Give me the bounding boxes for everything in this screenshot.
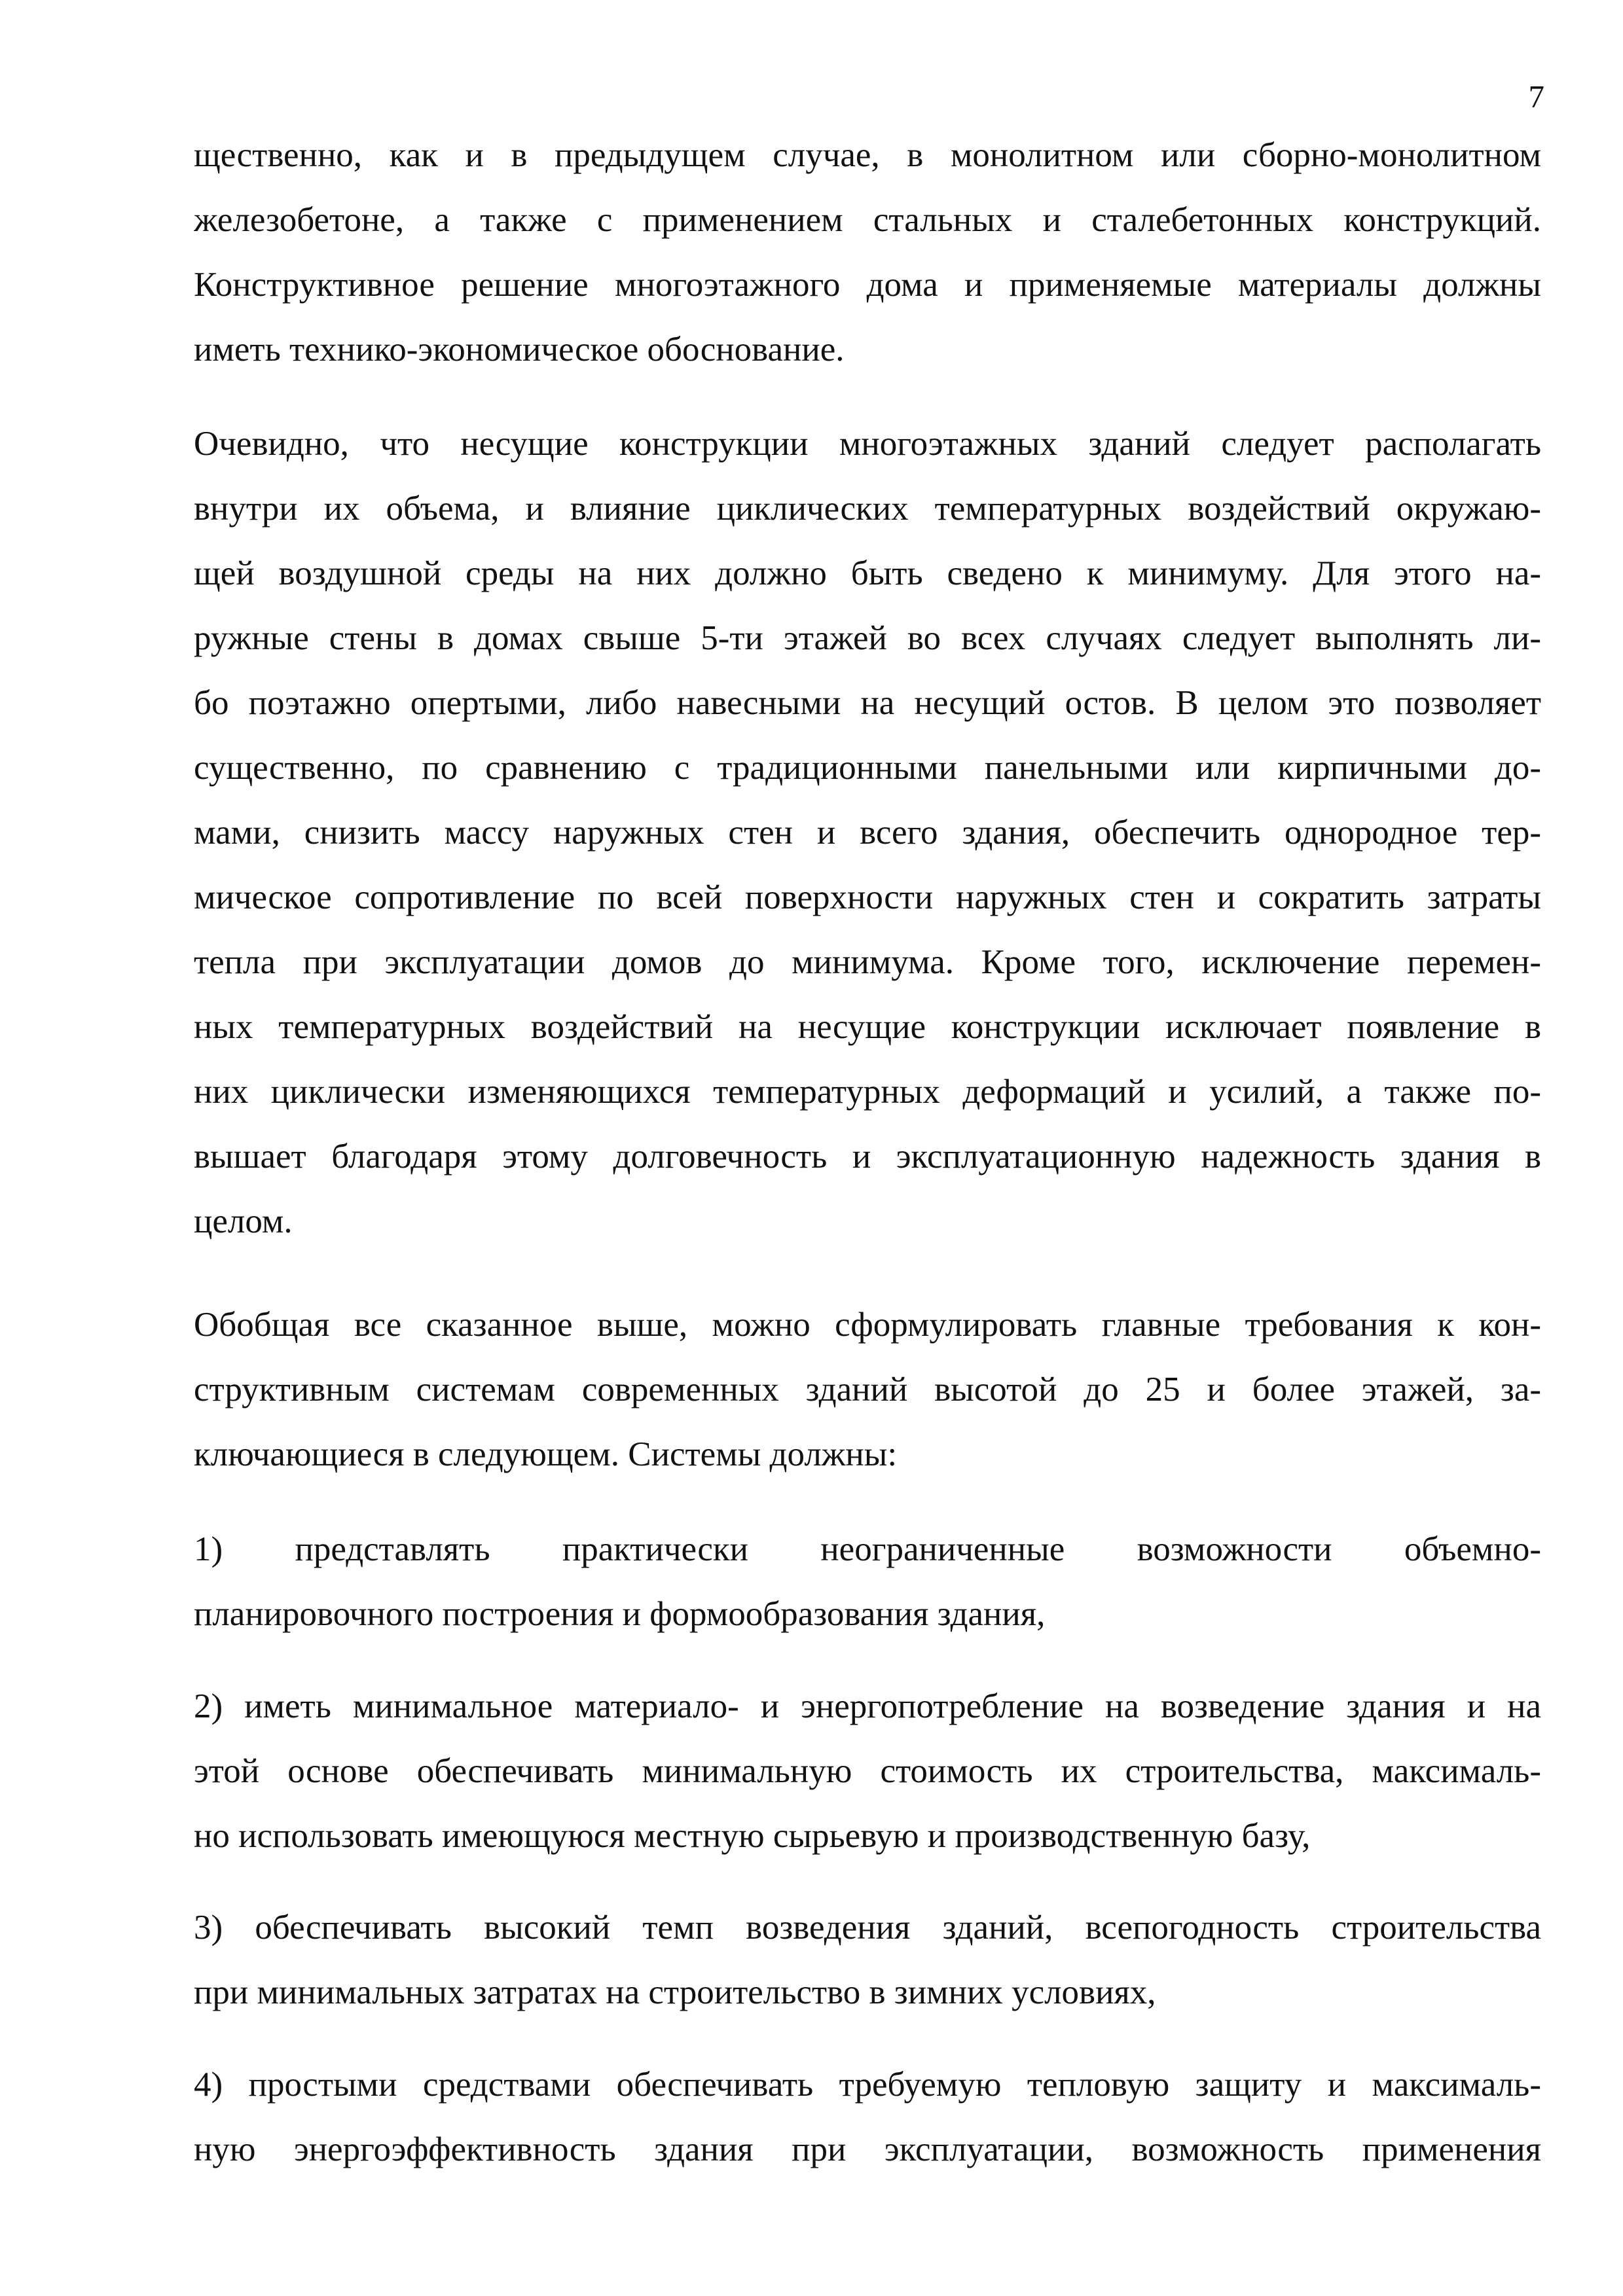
page-number: 7 xyxy=(1528,79,1544,115)
text-line: вышает благодаря этому долговечность и эксплуатационную надежность здания в xyxy=(194,1138,1541,1175)
list-item xyxy=(194,1674,1541,1869)
text-line: 1) представлять практически неограниченные возможности объемно- xyxy=(194,1530,1541,1568)
text-line: целом. xyxy=(194,1202,293,1240)
text-line: существенно, по сравнению с традиционными панельными или кирпичными до- xyxy=(194,749,1541,787)
text-line: тепла при эксплуатации домов до минимума. Кроме того, исключение перемен- xyxy=(194,943,1541,981)
text-line: мами, снизить массу наружных стен и всего здания, обеспечить однородное тер- xyxy=(194,814,1541,852)
text-line: но использовать имеющуюся местную сырьевую и производственную базу, xyxy=(194,1817,1311,1855)
text-line: бо поэтажно опертыми, либо навесными на несущий остов. В целом это позволяет xyxy=(194,684,1541,722)
list-item xyxy=(194,2053,1541,2182)
text-line: щественно, как и в предыдущем случае, в монолитном или сборно-монолитном xyxy=(194,136,1541,174)
paragraph xyxy=(194,412,1541,1254)
text-line: железобетоне, а также с применением стальных и сталебетонных конструкций. xyxy=(194,201,1541,239)
text-line: ных температурных воздействий на несущие конструкции исключает появление в xyxy=(194,1008,1541,1046)
paragraph xyxy=(194,1293,1541,1487)
list-item xyxy=(194,1895,1541,2025)
text-line: 4) простыми средствами обеспечивать требуемую тепловую защиту и максималь- xyxy=(194,2066,1541,2104)
text-line: структивным системам современных зданий высотой до 25 и более этажей, за- xyxy=(194,1371,1541,1408)
text-line: Обобщая все сказанное выше, можно сформулировать главные требования к кон- xyxy=(194,1306,1541,1344)
text-line: щей воздушной среды на них должно быть сведено к минимуму. Для этого на- xyxy=(194,554,1541,592)
text-line: Конструктивное решение многоэтажного дома и применяемые материалы должны xyxy=(194,266,1541,304)
text-line: 3) обеспечивать высокий темп возведения зданий, всепогодность строительства xyxy=(194,1909,1541,1946)
text-line: ключающиеся в следующем. Системы должны: xyxy=(194,1435,898,1473)
text-line: этой основе обеспечивать минимальную стоимость их строительства, максималь- xyxy=(194,1752,1541,1790)
text-line: ную энергоэффективность здания при эксплуатации, возможность применения xyxy=(194,2130,1541,2168)
text-line: 2) иметь минимальное материало- и энергопотребление на возведение здания и на xyxy=(194,1687,1541,1725)
text-line: них циклически изменяющихся температурных деформаций и усилий, а также по- xyxy=(194,1073,1541,1111)
paragraph xyxy=(194,123,1541,382)
list-item xyxy=(194,1517,1541,1647)
text-line: иметь технико-экономическое обоснование. xyxy=(194,331,845,368)
text-line: мическое сопротивление по всей поверхности наружных стен и сократить затраты xyxy=(194,878,1541,916)
text-line: при минимальных затратах на строительство в зимних условиях, xyxy=(194,1973,1156,2011)
text-line: планировочного построения и формообразования здания, xyxy=(194,1595,1046,1633)
text-line: Очевидно, что несущие конструкции многоэтажных зданий следует располагать xyxy=(194,425,1541,463)
text-line: внутри их объема, и влияние циклических температурных воздействий окружаю- xyxy=(194,490,1541,528)
text-line: ружные стены в домах свыше 5-ти этажей во всех случаях следует выполнять ли- xyxy=(194,619,1541,657)
